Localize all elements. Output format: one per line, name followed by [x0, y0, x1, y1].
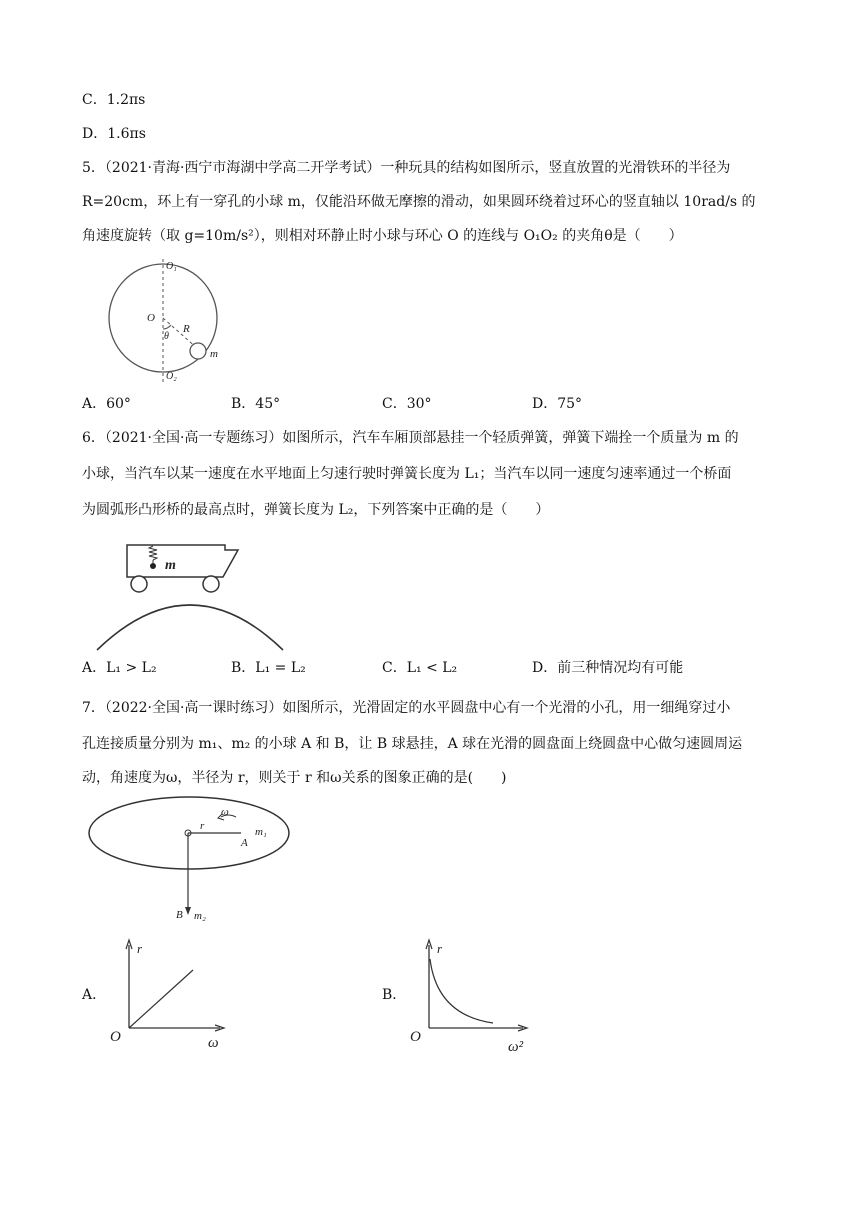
q5-text-line1: 5．（2021·青海·西宁市海湖中学高二开学考试）一种玩具的结构如图所示，竖直放置的光滑铁环的半径为 [82, 160, 731, 176]
graph-a-y-label: r [137, 941, 143, 956]
q6-option-b: B．L₁ = L₂ [231, 660, 306, 676]
q7-graph-b [405, 937, 535, 1057]
label-theta: θ [164, 331, 169, 342]
q7-option-a-label: A． [82, 987, 107, 1003]
label-b: B [176, 909, 183, 921]
q6-text-line1: 6．（2021·全国·高一专题练习）如图所示，汽车车厢顶部悬挂一个轻质弹簧，弹簧下端拴一个质量为 m 的 [82, 430, 739, 446]
q6-text-line3: 为圆弧形凸形桥的最高点时，弹簧长度为 L₂，下列答案中正确的是（ ） [82, 502, 550, 518]
q5-option-b: B．45° [231, 396, 281, 412]
q5-text-line2: R=20cm，环上有一穿孔的小球 m，仅能沿环做无摩擦的滑动，如果圆环绕着过环心的竖直轴以 10rad/s 的 [82, 194, 756, 210]
q6-text-line2: 小球，当汽车以某一速度在水平地面上匀速行驶时弹簧长度为 L₁；当汽车以同一速度匀速率通过一个桥面 [82, 466, 732, 482]
graph-a-origin: O [110, 1029, 121, 1045]
option-d-prev: D．1.6πs [82, 126, 146, 142]
q6-option-d: D．前三种情况均有可能 [532, 660, 684, 676]
label-r-disk: r [200, 820, 205, 832]
label-omega-disk: ω [221, 806, 229, 818]
q6-option-c: C．L₁ < L₂ [382, 660, 458, 676]
q7-disk-figure [88, 795, 308, 927]
q7-text-line2: 孔连接质量分别为 m₁、m₂ 的小球 A 和 B，让 B 球悬挂，A 球在光滑的圆盘面上绕圆盘中心做匀速圆周运 [82, 736, 743, 752]
label-m2: m₂ [194, 910, 206, 922]
q7-text-line1: 7．（2022·全国·高一课时练习）如图所示，光滑固定的水平圆盘中心有一个光滑的小孔，用一细绳穿过小 [82, 700, 731, 716]
q5-text-line3: 角速度旋转（取 g=10m/s²），则相对环静止时小球与环心 O 的连线与 O₁O₂ 的夹角θ是（ ） [82, 228, 683, 244]
label-m: m [210, 348, 218, 360]
label-m1: m₁ [255, 826, 267, 838]
graph-a-x-label: ω [208, 1035, 219, 1051]
graph-b-origin: O [410, 1029, 421, 1045]
q5-option-c: C．30° [382, 396, 432, 412]
label-o: O [147, 312, 155, 324]
option-c-prev: C．1.2πs [82, 92, 146, 108]
q5-ring-figure [100, 255, 230, 385]
q6-car-bridge-figure [95, 540, 285, 652]
q7-text-line3: 动，角速度为ω，半径为 r，则关于 r 和ω关系的图象正确的是( ) [82, 770, 507, 786]
q7-graph-a [105, 937, 235, 1052]
label-r: R [183, 323, 190, 335]
graph-b-y-label: r [437, 941, 443, 956]
label-o2: O₂ [166, 371, 177, 382]
q5-option-d: D．75° [532, 396, 583, 412]
label-a: A [241, 837, 248, 849]
q5-option-a: A．60° [82, 396, 131, 412]
label-m-car: m [165, 558, 176, 573]
graph-b-x-label: ω² [508, 1039, 524, 1055]
label-o1: O₁ [166, 261, 177, 272]
q6-option-a: A．L₁ > L₂ [82, 660, 157, 676]
q7-option-b-label: B． [382, 987, 407, 1003]
